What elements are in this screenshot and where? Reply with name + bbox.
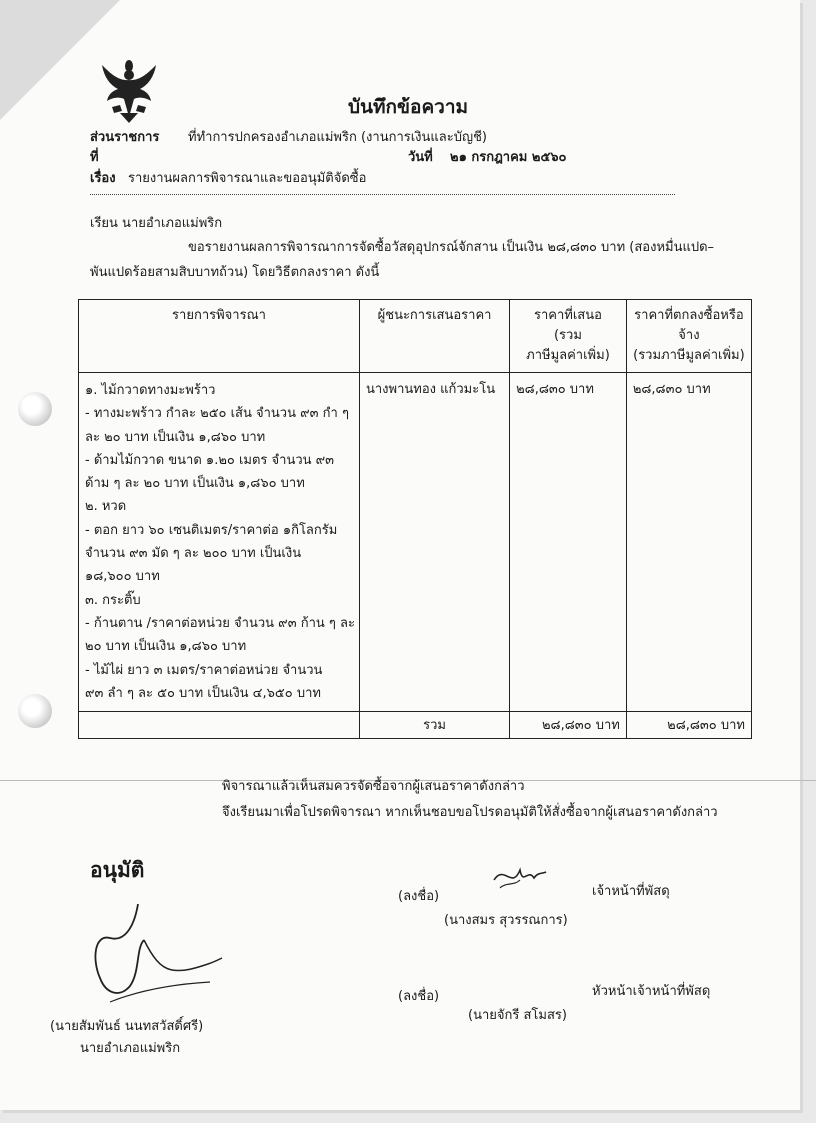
offered-price-cell: ๒๘,๘๓๐ บาท: [510, 373, 627, 712]
subject-value: รายงานผลการพิจารณาและขออนุมัติจัดซื้อ: [128, 171, 367, 186]
list-item: ๑. ไม้กวาดทางมะพร้าว: [85, 383, 216, 398]
list-item: - ตอก ยาว ๖๐ เซนติเมตร/ราคาต่อ ๑กิโลกรัม: [85, 522, 338, 538]
closing-line-1: พิจารณาแล้วเห็นสมควรจัดซื้อจากผู้เสนอราคาดังกล่าว: [222, 779, 525, 794]
signature-1-icon: [490, 860, 550, 896]
header-winner: ผู้ชนะการเสนอราคา: [359, 300, 509, 373]
total-empty-cell: [79, 712, 360, 739]
list-item: - ทางมะพร้าว กำละ ๒๕๐ เส้น จำนวน ๙๓ กำ ๆ: [85, 406, 349, 422]
header-agreed-price: ราคาที่ตกลงซื้อหรือ จ้าง (รวมภาษีมูลค่าเพิ่ม): [626, 300, 751, 373]
table-row: [79, 373, 752, 712]
total-offered-cell: ๒๘,๘๓๐ บาท: [510, 712, 627, 739]
list-item: ๓. กระติ๊บ: [85, 592, 141, 608]
procurement-table: [78, 299, 752, 739]
body-paragraph-line-2: พันแปดร้อยสามสิบบาทถ้วน) โดยวิธีตกลงราคา ดังนี้: [90, 265, 380, 280]
approver-position: นายอำเภอแม่พริก: [80, 1041, 181, 1056]
total-row: [79, 712, 752, 739]
sign-label-1: (ลงชื่อ): [398, 889, 440, 904]
list-item: - ด้ามไม้กวาด ขนาด ๑.๒๐ เมตร จำนวน ๙๓: [85, 452, 335, 468]
list-item: - ไม้ไผ่ ยาว ๓ เมตร/ราคาต่อหน่วย จำนวน: [85, 662, 323, 678]
list-item: จำนวน ๙๓ มัด ๆ ละ ๒๐๐ บาท เป็นเงิน: [85, 546, 302, 562]
list-item: ๙๓ ลำ ๆ ละ ๕๐ บาท เป็นเงิน ๔,๖๕๐ บาท: [85, 685, 321, 701]
list-item: ด้าม ๆ ละ ๒๐ บาท เป็นเงิน ๑,๘๖๐ บาท: [85, 476, 305, 492]
punch-hole-top: [18, 392, 52, 426]
closing-line-2: จึงเรียนมาเพื่อโปรดพิจารณา หากเห็นชอบขอโปรดอนุมัติให้สั่งซื้อจากผู้เสนอราคาดังกล่าว: [222, 805, 718, 820]
approver-name: (นายสัมพันธ์ นนทสวัสดิ์ศรี): [50, 1019, 204, 1034]
date-label: วันที่: [408, 150, 433, 165]
salutation: เรียน นายอำเภอแม่พริก: [90, 216, 223, 231]
ref-label: ที่: [90, 150, 99, 165]
agreed-price-cell: ๒๘,๘๓๐ บาท: [626, 373, 751, 712]
signer-2-position: หัวหน้าเจ้าหน้าที่พัสดุ: [592, 984, 711, 999]
list-item: - ก้านตาน /ราคาต่อหน่วย จำนวน ๙๓ ก้าน ๆ ละ: [85, 615, 355, 631]
approver-signature-icon: [80, 898, 230, 1010]
sign-label-2: (ลงชื่อ): [398, 989, 440, 1004]
header-divider: [90, 194, 675, 195]
body-paragraph-line-1: ขอรายงานผลการพิจารณาการจัดซื้อวัสดุอุปกรณ์จักสาน เป็นเงิน ๒๘,๘๓๐ บาท (สองหมื่นแปด–: [188, 240, 715, 255]
list-item: ๒๐ บาท เป็นเงิน ๑,๘๖๐ บาท: [85, 639, 247, 655]
list-item: ๑๘,๖๐๐ บาท: [85, 569, 160, 585]
header-item: รายการพิจารณา: [79, 300, 360, 373]
signer-2-name: (นายจักรี สโมสร): [468, 1008, 567, 1023]
item-list-cell: [79, 373, 360, 712]
agency-value: ที่ทำการปกครองอำเภอแม่พริก (งานการเงินและบัญชี): [188, 130, 487, 145]
approve-label: อนุมัติ: [90, 858, 145, 882]
signer-1-name: (นางสมร สุวรรณการ): [444, 913, 568, 928]
list-item: ละ ๒๐ บาท เป็นเงิน ๑,๘๖๐ บาท: [85, 429, 266, 445]
signer-1-position: เจ้าหน้าที่พัสดุ: [592, 884, 670, 899]
agency-label: ส่วนราชการ: [90, 130, 160, 145]
document-title: บันทึกข้อความ: [347, 96, 469, 118]
total-label-cell: รวม: [359, 712, 509, 739]
date-value: ๒๑ กรกฎาคม ๒๕๖๐: [450, 150, 567, 165]
total-agreed-cell: ๒๘,๘๓๐ บาท: [626, 712, 751, 739]
winner-cell: นางพานทอง แก้วมะโน: [359, 373, 509, 712]
header-offered-price: ราคาที่เสนอ (รวม ภาษีมูลค่าเพิ่ม): [510, 300, 627, 373]
subject-label: เรื่อง: [90, 171, 116, 186]
punch-hole-bottom: [18, 694, 52, 728]
table-header-row: [79, 300, 752, 373]
list-item: ๒. หวด: [85, 499, 127, 515]
